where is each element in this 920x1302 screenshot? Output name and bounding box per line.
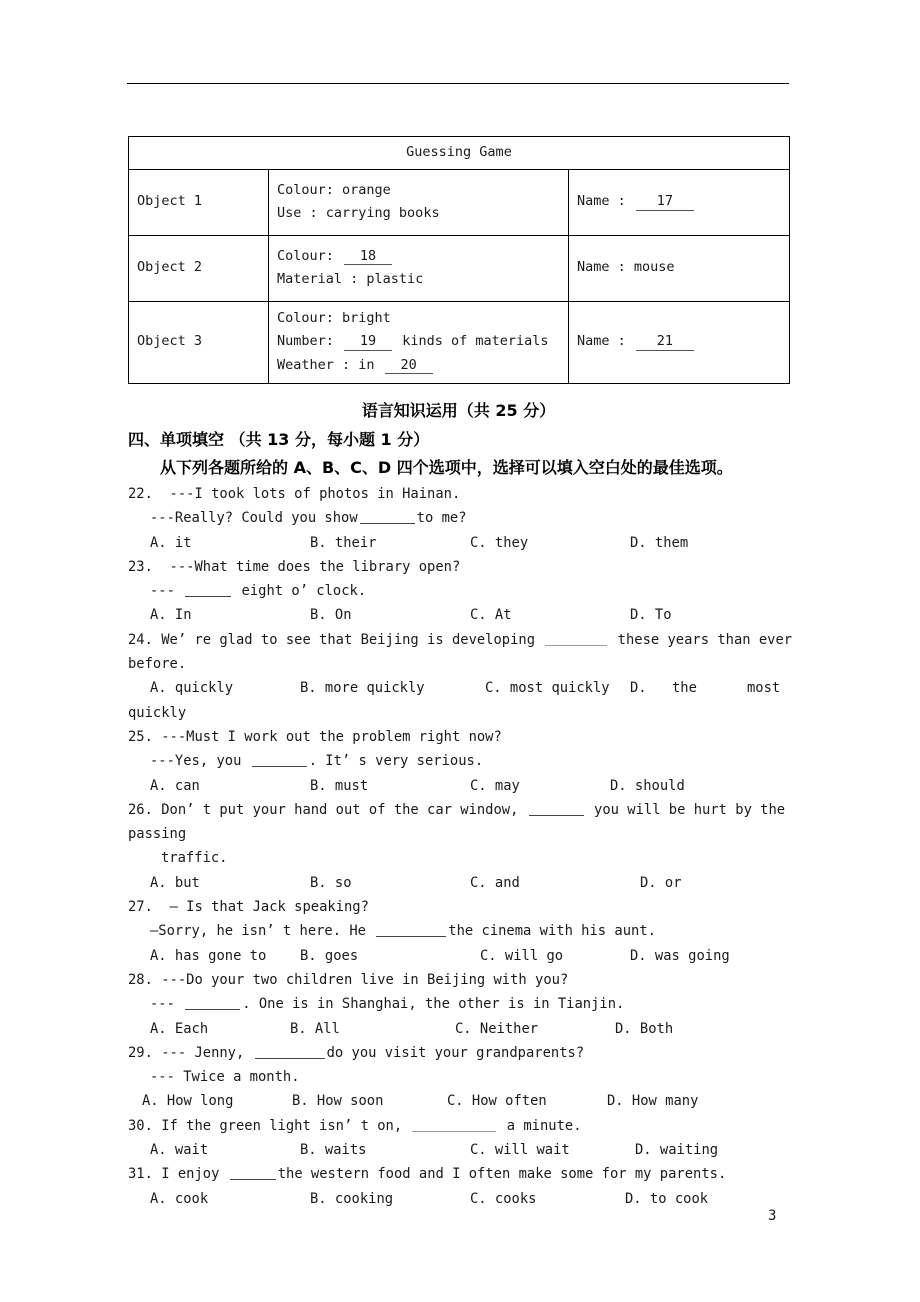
option-d[interactable]: D. <box>630 680 647 697</box>
question-29 <box>128 1041 808 1114</box>
desc-line <box>277 245 560 269</box>
question-25 <box>128 725 808 798</box>
option-a[interactable]: A. Each <box>150 1020 209 1037</box>
question-stem-line <box>128 579 808 603</box>
option-d[interactable]: D. How many <box>607 1093 699 1110</box>
question-stem-line <box>128 1162 808 1186</box>
option-a[interactable]: A. quickly <box>150 680 234 697</box>
section-title: 语言知识运用（共 25 分） <box>361 401 556 420</box>
fill-blank[interactable] <box>255 1044 325 1059</box>
fill-blank[interactable] <box>360 510 415 525</box>
option-a[interactable]: A. cook <box>150 1190 209 1207</box>
question-text: We’ re glad to see that Beijing is developing <box>161 631 536 648</box>
question-text: . One is in Shanghai, the other is in Tianjin. <box>242 996 625 1013</box>
table-row <box>129 169 790 235</box>
question-30 <box>128 1114 808 1163</box>
fill-blank[interactable] <box>412 1117 496 1132</box>
answer-blank-20[interactable]: 20 <box>385 358 433 375</box>
question-text: these years than ever <box>617 631 793 648</box>
question-text: --- Twice a month. <box>150 1069 300 1086</box>
subsection-heading: 四、单项填空 （共 13 分，每小题 1 分） <box>128 430 430 449</box>
guessing-game-table <box>128 136 790 384</box>
name-label: Name : <box>577 193 626 210</box>
option-c[interactable]: C. most quickly <box>485 680 610 697</box>
object-name-cell <box>569 301 790 383</box>
option-c[interactable]: C. they <box>470 534 529 551</box>
object-description <box>269 169 569 235</box>
question-stem-line <box>128 555 808 579</box>
question-text: a minute. <box>506 1117 582 1134</box>
question-text: the cinema with his aunt. <box>448 923 656 940</box>
fill-blank[interactable] <box>529 801 584 816</box>
question-number: 24. <box>128 631 153 648</box>
answer-blank-18[interactable]: 18 <box>344 249 392 266</box>
question-text: Don’ t put your hand out of the car window, <box>161 801 519 818</box>
option-a[interactable]: A. but <box>150 874 200 891</box>
question-number: 25. <box>128 728 153 745</box>
option-d-continuation[interactable]: quickly <box>128 704 187 721</box>
object-name-cell <box>569 169 790 235</box>
desc-label: Colour: <box>277 247 334 264</box>
option-row <box>128 944 808 968</box>
option-a[interactable]: A. How long <box>142 1093 234 1110</box>
option-b[interactable]: B. their <box>310 534 377 551</box>
fill-blank[interactable] <box>185 582 231 597</box>
option-row <box>128 603 808 627</box>
question-text: . It’ s very serious. <box>308 753 484 770</box>
question-22 <box>128 482 808 555</box>
option-b[interactable]: B. waits <box>300 1142 367 1159</box>
option-row <box>128 774 808 798</box>
option-row <box>128 1138 808 1162</box>
desc-line <box>277 354 560 378</box>
option-b[interactable]: B. All <box>290 1020 340 1037</box>
fill-blank[interactable] <box>185 995 240 1010</box>
question-text: do you visit your grandparents? <box>326 1044 585 1061</box>
option-c[interactable]: C. will wait <box>470 1142 570 1159</box>
desc-label: Weather : in <box>277 356 375 373</box>
question-text: If the green light isn’ t on, <box>161 1117 403 1134</box>
desc-line <box>277 307 560 331</box>
question-stem-line <box>128 968 808 992</box>
option-row <box>128 531 808 555</box>
question-stem-line <box>128 1114 808 1138</box>
table-title-row <box>129 137 790 170</box>
question-stem-line <box>128 1065 808 1089</box>
desc-line <box>277 179 560 203</box>
name-label: Name : <box>577 333 626 350</box>
question-number: 26. <box>128 801 153 818</box>
questions-list <box>128 482 808 1211</box>
option-b[interactable]: B. more quickly <box>300 680 425 697</box>
desc-line <box>277 202 560 226</box>
question-stem-line <box>128 628 808 652</box>
option-d[interactable]: D. should <box>610 777 685 794</box>
desc-label: Material : <box>277 271 359 288</box>
desc-line <box>277 268 560 292</box>
page-header-rule <box>127 83 789 84</box>
option-b[interactable]: B. must <box>310 777 369 794</box>
option-b[interactable]: B. cooking <box>310 1190 394 1207</box>
question-stem-line <box>128 482 808 506</box>
object-label: Object 2 <box>129 235 269 301</box>
name-value: mouse <box>633 259 675 276</box>
question-27 <box>128 895 808 968</box>
question-text: ---Yes, you <box>150 753 242 770</box>
table-title: Guessing Game <box>129 137 790 170</box>
question-stem-line <box>128 798 808 847</box>
desc-value: plastic <box>366 271 424 288</box>
question-text: ---Really? Could you show <box>150 510 358 527</box>
object-description <box>269 301 569 383</box>
desc-value: carrying books <box>325 205 440 222</box>
option-d-word-most[interactable]: most <box>747 680 781 697</box>
question-text: before. <box>128 656 187 673</box>
question-text: --- <box>150 996 175 1013</box>
answer-blank-17[interactable]: 17 <box>636 194 694 211</box>
option-row <box>128 1017 808 1041</box>
question-text: ---What time does the library open? <box>169 558 461 575</box>
question-text: ---Must I work out the problem right now? <box>161 728 502 745</box>
option-c[interactable]: C. How often <box>447 1093 547 1110</box>
question-stem-line <box>128 919 808 943</box>
fill-blank[interactable] <box>252 752 307 767</box>
desc-value: bright <box>342 309 391 326</box>
question-stem-line <box>128 895 808 919</box>
option-a[interactable]: A. can <box>150 777 200 794</box>
option-d[interactable]: D. was going <box>630 947 730 964</box>
question-text: you will be hurt by the passing <box>128 801 794 843</box>
question-text: to me? <box>416 510 467 527</box>
answer-blank-21[interactable]: 21 <box>636 334 694 351</box>
question-23 <box>128 555 808 628</box>
object-label: Object 1 <box>129 169 269 235</box>
question-stem-line <box>128 725 808 749</box>
name-label: Name : <box>577 259 626 276</box>
question-stem-line <box>128 506 808 530</box>
question-31 <box>128 1162 808 1211</box>
option-row <box>128 1187 808 1211</box>
option-row <box>128 676 808 700</box>
option-c[interactable]: C. At <box>470 607 512 624</box>
question-text: ---I took lots of photos in Hainan. <box>169 486 461 502</box>
page-number: 3 <box>768 1208 777 1224</box>
question-text: I enjoy <box>161 1166 220 1183</box>
option-d[interactable]: D. or <box>640 874 682 891</box>
question-number: 28. <box>128 971 153 988</box>
question-number: 30. <box>128 1117 153 1134</box>
question-number: 29. <box>128 1044 153 1061</box>
fill-blank[interactable] <box>545 631 607 646</box>
question-26 <box>128 798 808 895</box>
table-row <box>129 235 790 301</box>
question-number: 22. <box>128 486 153 502</box>
question-stem-line <box>128 749 808 773</box>
fill-blank[interactable] <box>376 923 446 938</box>
question-stem-line <box>128 1041 808 1065</box>
option-c[interactable]: C. will go <box>480 947 564 964</box>
object-description <box>269 235 569 301</box>
question-text: ---Do your two children live in Beijing with you? <box>161 971 569 988</box>
question-stem-line <box>128 846 808 870</box>
answer-blank-19[interactable]: 19 <box>344 334 392 351</box>
table-row <box>129 301 790 383</box>
desc-label: Use : <box>277 205 318 222</box>
option-c[interactable]: C. and <box>470 874 520 891</box>
option-d[interactable]: D. To <box>630 607 672 624</box>
desc-value: orange <box>342 181 391 198</box>
question-text: eight o’ clock. <box>241 583 367 600</box>
option-b[interactable]: B. goes <box>300 947 359 964</box>
option-row <box>128 871 808 895</box>
question-number: 23. <box>128 558 153 575</box>
option-d[interactable]: D. to cook <box>625 1190 709 1207</box>
option-a[interactable]: A. In <box>150 607 192 624</box>
option-b[interactable]: B. How soon <box>292 1093 384 1110</box>
question-number: 31. <box>128 1166 153 1183</box>
object-name-cell <box>569 235 790 301</box>
option-b[interactable]: B. On <box>310 607 352 624</box>
option-c[interactable]: C. cooks <box>470 1190 537 1207</box>
option-c[interactable]: C. Neither <box>455 1020 539 1037</box>
question-stem-line <box>128 992 808 1016</box>
question-28 <box>128 968 808 1041</box>
option-c[interactable]: C. may <box>470 777 520 794</box>
question-text: --- <box>150 583 175 600</box>
option-d[interactable]: D. them <box>630 534 689 551</box>
desc-label: Colour: <box>277 181 334 198</box>
option-d-word-the[interactable]: the <box>672 680 697 697</box>
question-text: — Is that Jack speaking? <box>169 899 369 916</box>
question-text: —Sorry, he isn’ t here. He <box>150 923 366 940</box>
fill-blank[interactable] <box>230 1166 276 1181</box>
option-a[interactable]: A. it <box>150 534 192 551</box>
desc-label: Colour: <box>277 309 334 326</box>
desc-line <box>277 330 560 354</box>
option-d[interactable]: D. waiting <box>635 1142 719 1159</box>
question-24 <box>128 628 808 725</box>
question-text: --- Jenny, <box>161 1044 245 1061</box>
instruction-text: 从下列各题所给的 A、B、C、D 四个选项中，选择可以填入空白处的最佳选项。 <box>160 458 733 477</box>
option-d[interactable]: D. Both <box>615 1020 674 1037</box>
option-b[interactable]: B. so <box>310 874 352 891</box>
object-label: Object 3 <box>129 301 269 383</box>
desc-label: Number: <box>277 333 334 350</box>
question-stem-line <box>128 652 808 676</box>
option-row <box>128 1089 808 1113</box>
option-a[interactable]: A. has gone to <box>150 947 267 964</box>
question-text: the western food and I often make some for my parents. <box>277 1166 727 1183</box>
option-a[interactable]: A. wait <box>150 1142 209 1159</box>
question-number: 27. <box>128 899 153 916</box>
question-text: traffic. <box>161 850 228 867</box>
desc-value: kinds of materials <box>402 333 549 350</box>
